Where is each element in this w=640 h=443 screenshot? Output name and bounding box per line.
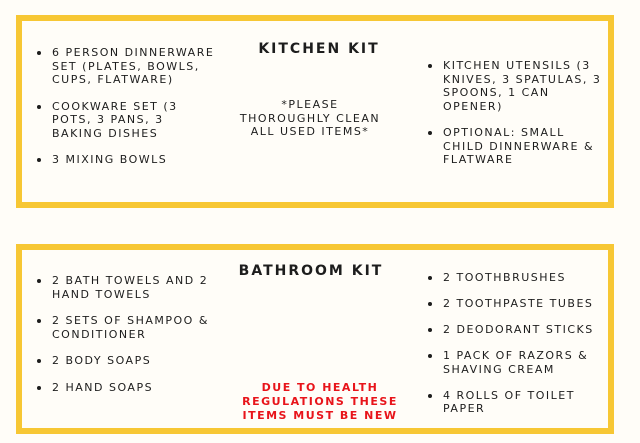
kitchen-item-mixing-bowls: 3 MIXING BOWLS [35, 153, 215, 167]
bathroom-item-towels: 2 BATH TOWELS AND 2 HAND TOWELS [35, 274, 215, 301]
bathroom-item-toothbrushes: 2 TOOTHBRUSHES [426, 271, 608, 285]
bathroom-kit-title: BATHROOM KIT [238, 263, 384, 279]
bathroom-item-deodorant: 2 DEODORANT STICKS [426, 323, 608, 337]
bathroom-item-hand-soaps: 2 HAND SOAPS [35, 381, 215, 395]
bathroom-health-note: DUE TO HEALTH REGULATIONS THESE ITEMS MUST BE NEW [242, 381, 398, 422]
bathroom-right-list [426, 271, 608, 428]
bathroom-kit-panel [16, 244, 614, 434]
bathroom-item-toilet-paper: 4 ROLLS OF TOILET PAPER [426, 389, 608, 416]
kitchen-item-child-dinnerware: OPTIONAL: SMALL CHILD DINNERWARE & FLATWARE [426, 126, 606, 167]
kitchen-item-cookware: COOKWARE SET (3 POTS, 3 PANS, 3 BAKING DISHES [35, 100, 215, 141]
bathroom-item-toothpaste: 2 TOOTHPASTE TUBES [426, 297, 608, 311]
kitchen-kit-panel [16, 15, 614, 208]
kitchen-right-list [426, 59, 606, 180]
bathroom-item-shampoo: 2 SETS OF SHAMPOO & CONDITIONER [35, 314, 215, 341]
bathroom-item-razors: 1 PACK OF RAZORS & SHAVING CREAM [426, 349, 608, 376]
kitchen-left-list [35, 46, 215, 180]
bathroom-item-body-soaps: 2 BODY SOAPS [35, 354, 215, 368]
kitchen-item-utensils: KITCHEN UTENSILS (3 KNIVES, 3 SPATULAS, 3 SPOONS, 1 CAN OPENER) [426, 59, 606, 113]
kitchen-kit-title: KITCHEN KIT [258, 41, 380, 57]
kitchen-item-dinnerware: 6 PERSON DINNERWARE SET (PLATES, BOWLS, CUPS, FLATWARE) [35, 46, 215, 87]
kitchen-clean-note: *PLEASE THOROUGHLY CLEAN ALL USED ITEMS* [239, 98, 381, 138]
bathroom-left-list [35, 274, 215, 407]
